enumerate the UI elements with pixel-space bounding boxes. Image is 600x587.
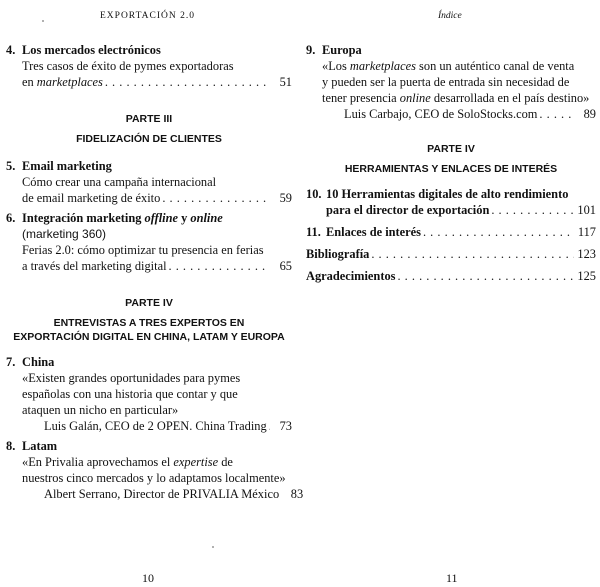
right-running-header: Índice [438,11,462,21]
page-number: 125 [577,269,596,283]
dot-leader [105,74,270,90]
entry-title: Los mercados electrónicos [22,43,161,57]
right-toc-column [306,42,596,287]
entry-subtitle: Tres casos de éxito de pymes exportadoras [22,59,234,73]
part-iv-interviews-heading: PARTE IV ENTREVISTAS A TRES EXPERTOS EN EXPORTACIÓN DIGITAL EN CHINA, LATAM Y EUROPA [13,297,285,343]
entry-author: Albert Serrano, Director de PRIVALIA México [44,487,280,501]
left-page-number: 10 [142,571,154,585]
toc-entry-9[interactable]: 9. Europa «Los marketplaces son un auténtico canal de venta y pueden ser la puerta de entrada sin necesidad de tener presencia online desarrollada en el país destino» Luis Carbajo, CEO de SoloStocks.com . . . 89 [306,42,596,122]
dot-leader [397,268,574,284]
page-number: 51 [279,75,292,89]
toc-entry-7[interactable]: 7. China «Existen grandes oportunidades para pymes españolas con una historia que contar y que ataquen un nicho en particular» Luis Galán, CEO de 2 OPEN. China Trading . . . 73 [6,354,292,434]
scan-speck [42,20,44,22]
entry-number: 4. [6,43,16,57]
toc-entry-11[interactable]: 11. Enlaces de interés . . . 117 [306,224,596,240]
toc-entry-6[interactable]: 6. Integración marketing offline y online (marketing 360) Ferias 2.0: cómo optimizar tu presencia en ferias a través del marketing digital . . . 65 [6,210,292,274]
page-number: 101 [577,203,596,217]
part-iv-tools-heading: PARTE IV HERRAMIENTAS Y ENLACES DE INTERÉS [344,143,558,175]
dot-leader [539,106,574,122]
toc-entry-agradecimientos[interactable]: Agradecimientos . . . 125 [306,268,596,284]
page-number: 59 [279,191,292,205]
entry-title: Email marketing [22,159,112,173]
entry-author: Luis Galán, CEO de 2 OPEN. China Trading [44,419,267,433]
toc-entry-5[interactable]: 5. Email marketing Cómo crear una campaña internacional de email marketing de éxito . . . 59 [6,158,292,206]
page-number: 89 [583,107,596,121]
part-iii-heading: PARTE III FIDELIZACIÓN DE CLIENTES [76,113,222,145]
toc-entry-8[interactable]: 8. Latam «En Privalia aprovechamos el expertise de nuestros cinco mercados y lo adaptamos localmente» Albert Serrano, Director de PRIVALIA México 83 [6,439,304,501]
entry-author: Luis Carbajo, CEO de SoloStocks.com [344,107,538,121]
left-toc-column [6,42,304,505]
page-number: 123 [577,247,596,261]
page-number: 117 [577,225,596,239]
scan-speck [212,546,214,548]
page-number: 65 [279,259,292,273]
dot-leader [491,202,574,218]
dot-leader [162,190,270,206]
dot-leader [269,418,270,434]
left-running-header: EXPORTACIÓN 2.0 [100,11,195,21]
toc-entry-bibliografia[interactable]: Bibliografía . . . 123 [306,246,596,262]
entry-last-line: en marketplaces . . . 51 [6,74,292,90]
toc-entry-10[interactable]: 10. 10 Herramientas digitales de alto rendimiento para el director de exportación . . . 101 [306,186,596,218]
page-number: 73 [279,419,292,433]
toc-entry-4[interactable] [6,42,292,90]
right-page-number: 11 [446,571,458,585]
dot-leader [371,246,574,262]
page-number: 83 [290,487,304,501]
dot-leader [169,258,270,274]
dot-leader [423,224,574,240]
